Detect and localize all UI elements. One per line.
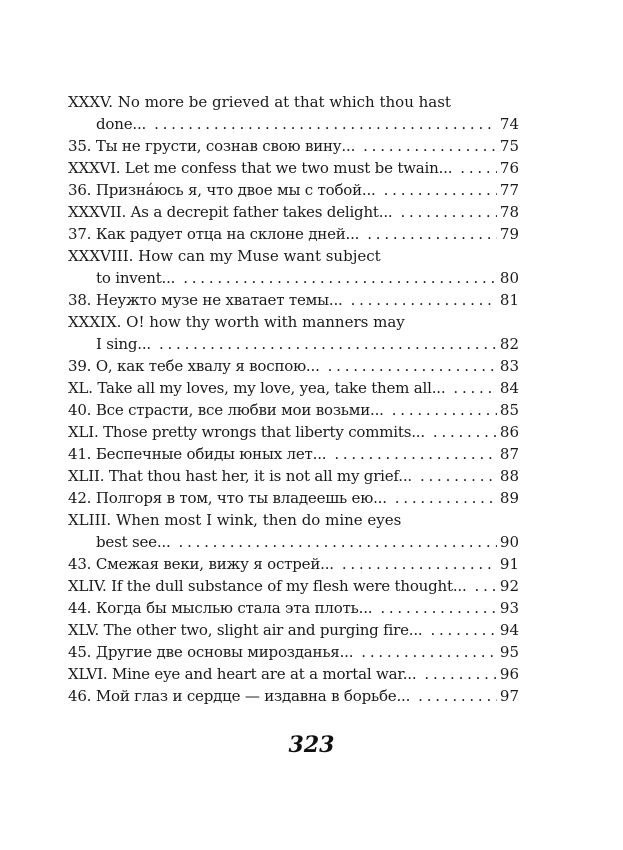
dot-leader — [328, 355, 497, 377]
toc-entry-page: 95 — [499, 643, 519, 661]
toc-entry-page: 90 — [499, 533, 519, 551]
toc-entry-page: 88 — [499, 467, 519, 485]
toc-entry — [68, 663, 519, 685]
toc-entry — [68, 245, 519, 289]
dot-leader — [430, 619, 496, 641]
toc-entry-title: XLIV. If the dull substance of my flesh were thought... — [68, 577, 467, 595]
toc-entry-title: XL. Take all my loves, my love, yea, take them all... — [68, 379, 446, 397]
dot-leader — [453, 377, 497, 399]
toc-entry-page: 87 — [499, 445, 519, 463]
toc-entry-page: 85 — [499, 401, 519, 419]
dot-leader — [392, 399, 497, 421]
toc-entry — [68, 575, 519, 597]
toc-entry-page: 97 — [499, 687, 519, 705]
toc-entry — [68, 619, 519, 641]
toc-entry-page: 89 — [499, 489, 519, 507]
toc-entry-page: 75 — [499, 137, 519, 155]
dot-leader — [183, 267, 497, 289]
dot-leader — [179, 531, 497, 553]
toc-entry-title-line1: XXXIX. O! how thy worth with manners may — [68, 313, 405, 331]
toc-entry-title: 45. Другие две основы мирозданья... — [68, 643, 354, 661]
toc-entry — [68, 553, 519, 575]
toc-entry-title-line1: XLIII. When most I wink, then do mine eyes — [68, 511, 402, 529]
toc-entry-page: 76 — [499, 159, 519, 177]
toc-entry-title: 40. Все страсти, все любви мои возьми... — [68, 401, 384, 419]
dot-leader — [433, 421, 497, 443]
dot-leader — [342, 553, 497, 575]
toc-entry — [68, 509, 519, 553]
toc-entry-title: I sing... — [96, 335, 151, 353]
dot-leader — [384, 179, 497, 201]
toc-entry — [68, 201, 519, 223]
toc-entry-title: XXXVII. As a decrepit father takes delight... — [68, 203, 393, 221]
toc-entry-page: 78 — [499, 203, 519, 221]
toc-entry-page: 86 — [499, 423, 519, 441]
toc-entry — [68, 421, 519, 443]
toc-entry-page: 74 — [499, 115, 519, 133]
toc-entry — [68, 91, 519, 135]
page-number: 323 — [288, 732, 335, 758]
toc-entry — [68, 399, 519, 421]
dot-leader — [380, 597, 497, 619]
toc-entry-page: 77 — [499, 181, 519, 199]
toc-entry-page: 93 — [499, 599, 519, 617]
toc-entry-title: 36. Признáюсь я, что двое мы с тобой... — [68, 181, 376, 199]
toc-entry-title: XLV. The other two, slight air and purging fire... — [68, 621, 423, 639]
dot-leader — [475, 575, 497, 597]
toc-entry — [68, 465, 519, 487]
toc-entry — [68, 223, 519, 245]
dot-leader — [420, 465, 497, 487]
toc-entry — [68, 685, 519, 707]
toc-entry-title: 44. Когда бы мыслью стала эта плоть... — [68, 599, 373, 617]
toc-entry-page: 94 — [499, 621, 519, 639]
toc-entry-page: 79 — [499, 225, 519, 243]
toc-entry — [68, 157, 519, 179]
toc-entry — [68, 355, 519, 377]
toc-entry — [68, 597, 519, 619]
toc-entry-title: 37. Как радует отца на склоне дней... — [68, 225, 360, 243]
toc-entry-page: 80 — [499, 269, 519, 287]
toc-entry-page: 83 — [499, 357, 519, 375]
dot-leader — [159, 333, 497, 355]
toc-entry-title: 41. Беспечные обиды юных лет... — [68, 445, 327, 463]
dot-leader — [361, 641, 497, 663]
toc-entry — [68, 289, 519, 311]
toc-entry-title: 39. О, как тебе хвалу я воспою... — [68, 357, 320, 375]
toc-entry-title: XXXVI. Let me confess that we two must be twain... — [68, 159, 453, 177]
toc-entry-title: 42. Полгоря в том, что ты владеешь ею... — [68, 489, 387, 507]
toc-entry-page: 91 — [499, 555, 519, 573]
toc-entry — [68, 135, 519, 157]
toc-entry — [68, 179, 519, 201]
toc-entry-title: XLI. Those pretty wrongs that liberty commits... — [68, 423, 425, 441]
dot-leader — [351, 289, 497, 311]
dot-leader — [363, 135, 497, 157]
toc-entry-page: 96 — [499, 665, 519, 683]
toc-entry-title-line1: XXXVIII. How can my Muse want subject — [68, 247, 381, 265]
dot-leader — [460, 157, 497, 179]
toc-entry-page: 84 — [499, 379, 519, 397]
toc-entry — [68, 377, 519, 399]
toc-entry-page: 92 — [499, 577, 519, 595]
toc-entry-title: XLVI. Mine eye and heart are at a mortal war... — [68, 665, 417, 683]
toc-entry-page: 81 — [499, 291, 519, 309]
dot-leader — [154, 113, 497, 135]
toc-entry — [68, 487, 519, 509]
toc-entry-title: 46. Мой глаз и сердце — издавна в борьбе... — [68, 687, 411, 705]
toc-entry-title: best see... — [96, 533, 171, 551]
dot-leader — [400, 201, 496, 223]
toc-entry-title: XLII. That thou hast her, it is not all my grief... — [68, 467, 412, 485]
dot-leader — [334, 443, 497, 465]
toc-entry-title-line1: XXXV. No more be grieved at that which thou hast — [68, 93, 451, 111]
toc-entry — [68, 443, 519, 465]
toc-entry-title: to invent... — [96, 269, 176, 287]
toc-entry-page: 82 — [499, 335, 519, 353]
toc-entry — [68, 311, 519, 355]
toc-entry-title: 43. Смежая веки, вижу я острей... — [68, 555, 334, 573]
toc-entry — [68, 641, 519, 663]
dot-leader — [395, 487, 497, 509]
dot-leader — [424, 663, 496, 685]
dot-leader — [418, 685, 497, 707]
dot-leader — [367, 223, 497, 245]
toc-entry-title: 38. Неужто музе не хватает темы... — [68, 291, 343, 309]
table-of-contents — [68, 91, 519, 707]
toc-entry-title: 35. Ты не грусти, сознав свою вину... — [68, 137, 356, 155]
toc-entry-title: done... — [96, 115, 147, 133]
